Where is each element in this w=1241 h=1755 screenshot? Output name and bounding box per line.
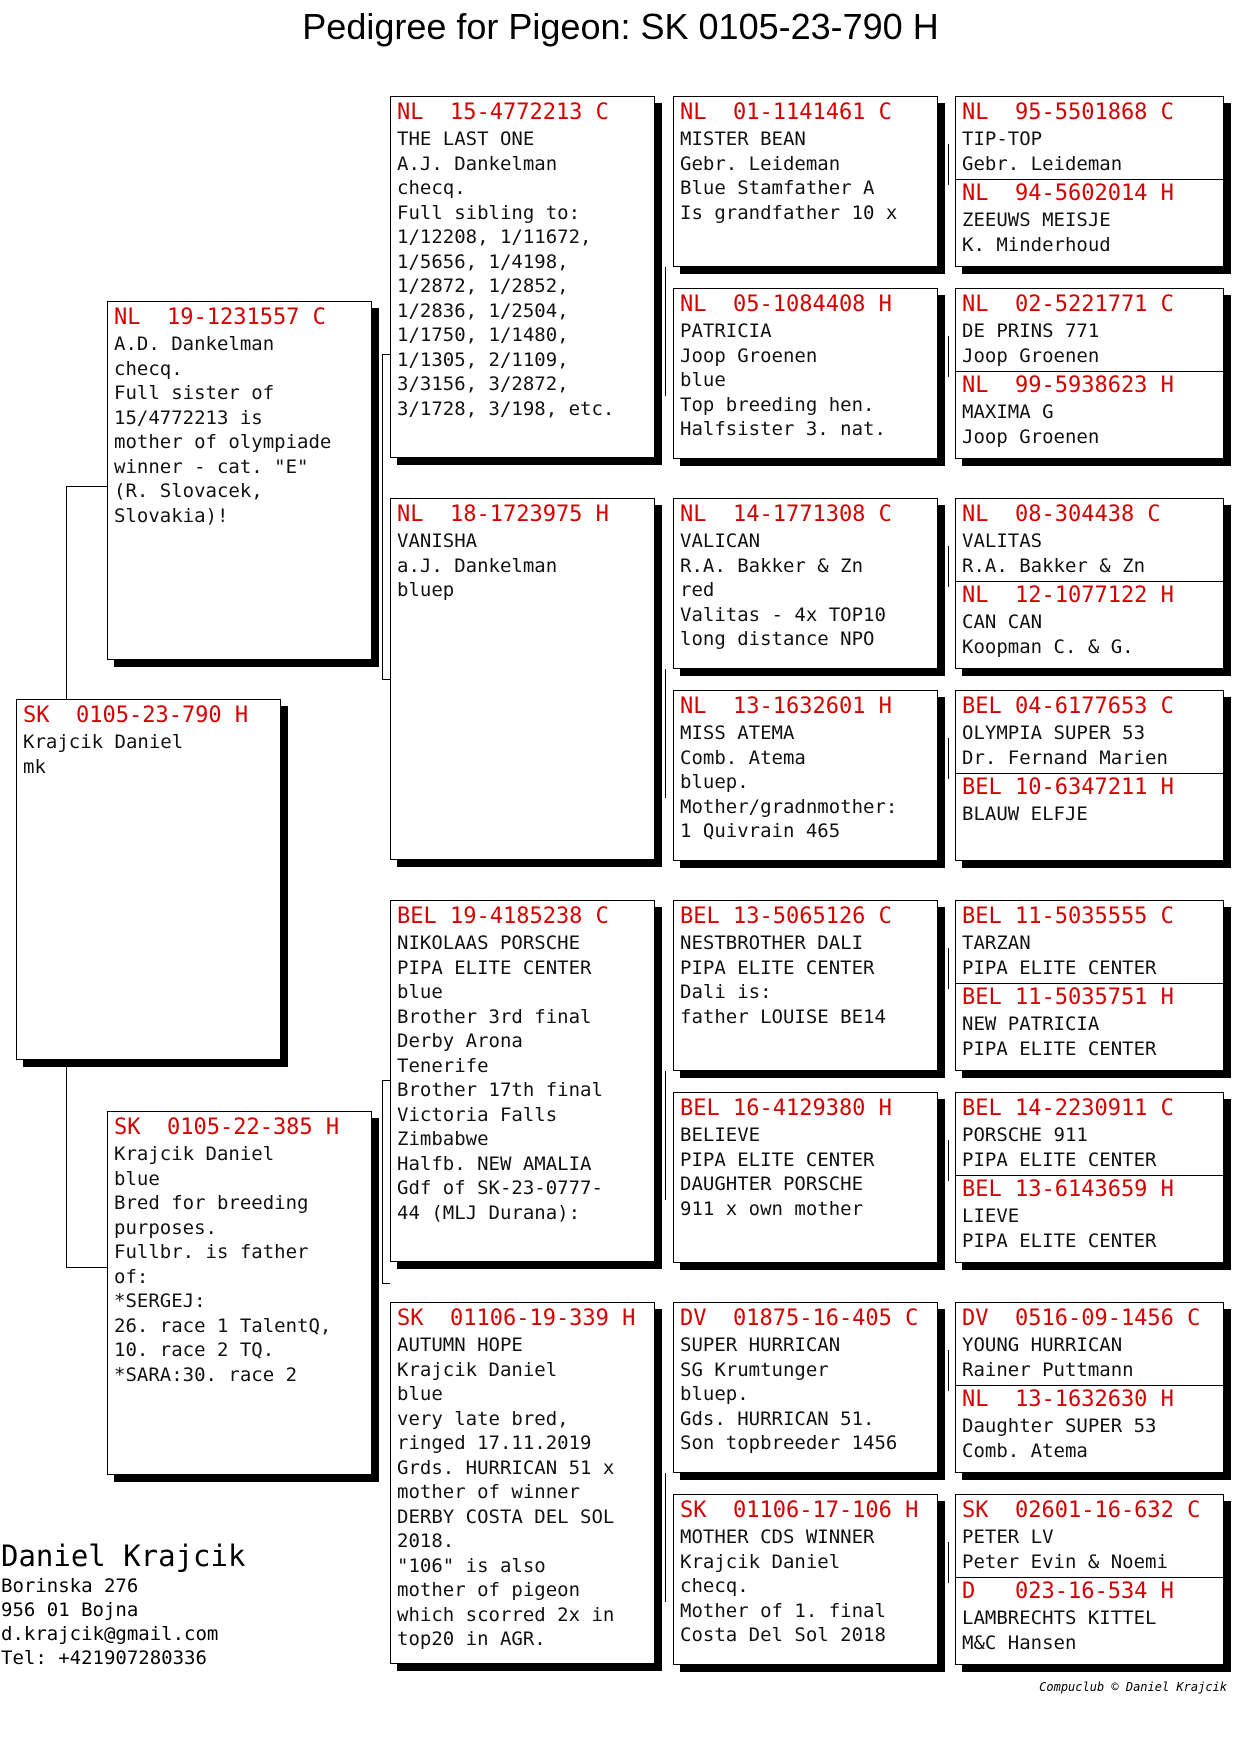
pigeon-detail-line: PIPA ELITE CENTER [680, 956, 875, 979]
ring-number: BEL 13-6143659 H [962, 1177, 1174, 1202]
ring-number: BEL 16-4129380 H [680, 1096, 892, 1121]
pigeon-detail-line: which scorred 2x in [397, 1603, 615, 1626]
ring-number: SK 0105-23-790 H [23, 703, 249, 728]
ancestor-pair-card [955, 498, 1224, 669]
connector-line [665, 1071, 666, 1200]
ring-number: SK 01106-19-339 H [397, 1306, 636, 1331]
connector-line [665, 267, 666, 396]
connector-line [665, 669, 666, 798]
pigeon-detail-line: Dr. Fernand Marien [962, 746, 1168, 769]
pigeon-detail-line: Tenerife [397, 1054, 489, 1077]
pigeon-detail-line: purposes. [114, 1216, 217, 1239]
pigeon-detail-line: DERBY COSTA DEL SOL [397, 1505, 615, 1528]
pigeon-detail-line: mother of winner [397, 1481, 581, 1503]
pigeon-detail-line: blue [680, 369, 726, 391]
subject-pigeon-card [16, 699, 281, 1060]
pigeon-detail-line: 1/12208, 1/11672, [397, 226, 592, 248]
connector-line [948, 738, 949, 779]
pigeon-detail-line: 1/1750, 1/1480, [397, 324, 569, 346]
pigeon-detail-line: Brother 17th final [397, 1079, 603, 1101]
ring-number: BEL 11-5035555 C [962, 904, 1174, 929]
owner-address-line: 956 01 Bojna [1, 1599, 139, 1621]
pigeon-detail-line: 911 x own mother [680, 1197, 864, 1220]
pigeon-detail-line: Is grandfather 10 x [680, 201, 898, 224]
great-grandparent-card [673, 288, 938, 459]
connector-line [948, 1140, 949, 1181]
pigeon-detail-line: PIPA ELITE CENTER [962, 1037, 1157, 1060]
pigeon-detail-line: Valitas - 4x TOP10 [680, 603, 886, 626]
pigeon-detail-line: Halfb. NEW AMALIA [397, 1152, 592, 1175]
pigeon-detail-line: Peter Evin & Noemi [962, 1550, 1168, 1573]
owner-phone: Tel: +421907280336 [1, 1647, 207, 1669]
pigeon-detail-line: Koopman C. & G. [962, 635, 1134, 658]
ring-number: DV 01875-16-405 C [680, 1306, 919, 1331]
pigeon-detail-line: Dali is: [680, 981, 772, 1003]
great-grandparent-card [673, 96, 938, 267]
ring-number: NL 13-1632601 H [680, 694, 892, 719]
pigeon-detail-line: A.J. Dankelman [397, 152, 558, 175]
pigeon-detail-line: very late bred, [397, 1407, 569, 1430]
pigeon-detail-line: BLAUW ELFJE [962, 803, 1088, 825]
pigeon-detail-line: 1/2836, 1/2504, [397, 299, 569, 322]
pigeon-detail-line: 44 (MLJ Durana): [397, 1201, 581, 1224]
pigeon-detail-line: 1/5656, 1/4198, [397, 250, 569, 273]
pigeon-detail-line: father LOUISE BE14 [680, 1005, 886, 1028]
pigeon-detail-line: (R. Slovacek, [114, 480, 263, 502]
pigeon-detail-line: Rainer Puttmann [962, 1358, 1134, 1381]
pigeon-detail-line: red [680, 579, 715, 601]
pigeon-detail-line: *SERGEJ: [114, 1290, 206, 1312]
connector-line [382, 1080, 390, 1081]
pigeon-detail-line: Fullbr. is father [114, 1241, 309, 1263]
ring-number: BEL 10-6347211 H [962, 775, 1174, 800]
pigeon-detail-line: PETER LV [962, 1526, 1054, 1548]
pigeon-detail-line: NEW PATRICIA [962, 1013, 1100, 1035]
pigeon-detail-line: M&C Hansen [962, 1631, 1077, 1654]
connector-line [948, 336, 949, 377]
ring-number: NL 05-1084408 H [680, 292, 892, 317]
ring-number: BEL 11-5035751 H [962, 985, 1174, 1010]
pigeon-detail-line: Comb. Atema [680, 746, 806, 769]
pigeon-detail-line: A.D. Dankelman [114, 333, 275, 355]
ring-number: BEL 19-4185238 C [397, 904, 609, 929]
ring-number: BEL 13-5065126 C [680, 904, 892, 929]
pigeon-detail-line: checq. [397, 177, 466, 199]
grandparent-card [390, 498, 655, 860]
grandparent-card [390, 96, 655, 458]
great-grandparent-card [673, 1494, 938, 1665]
connector-line [382, 354, 383, 679]
pigeon-detail-line: checq. [114, 357, 183, 380]
pigeon-detail-line: Derby Arona [397, 1030, 523, 1052]
pigeon-detail-line: Gebr. Leideman [680, 152, 841, 175]
pigeon-detail-line: top20 in AGR. [397, 1628, 546, 1650]
ring-number: NL 19-1231557 C [114, 305, 326, 330]
pigeon-detail-line: long distance NPO [680, 628, 875, 650]
box-divider [956, 1577, 1223, 1578]
pigeon-detail-line: PIPA ELITE CENTER [962, 956, 1157, 979]
connector-line [948, 546, 949, 587]
pigeon-detail-line: Joop Groenen [962, 425, 1100, 448]
pigeon-detail-line: mk [23, 755, 46, 778]
pigeon-detail-line: PIPA ELITE CENTER [680, 1148, 875, 1171]
pigeon-detail-line: DE PRINS 771 [962, 320, 1100, 342]
connector-line [948, 948, 949, 989]
box-divider [956, 1385, 1223, 1386]
pigeon-detail-line: NIKOLAAS PORSCHE [397, 932, 581, 954]
pigeon-detail-line: Gebr. Leideman [962, 152, 1123, 175]
pigeon-detail-line: MISTER BEAN [680, 128, 806, 150]
ring-number: NL 08-304438 C [962, 502, 1161, 527]
pigeon-detail-line: Daughter SUPER 53 [962, 1415, 1157, 1437]
owner-address-line: Borinska 276 [1, 1575, 139, 1597]
pigeon-detail-line: Krajcik Daniel [23, 731, 184, 753]
sire-card [107, 301, 372, 660]
pigeon-detail-line: Blue Stamfather A [680, 177, 875, 199]
pigeon-detail-line: DAUGHTER PORSCHE [680, 1173, 864, 1195]
pigeon-detail-line: Krajcik Daniel [114, 1143, 275, 1165]
pigeon-detail-line: Bred for breeding [114, 1192, 309, 1214]
box-divider [956, 581, 1223, 582]
pigeon-detail-line: VALICAN [680, 530, 761, 552]
great-grandparent-card [673, 1302, 938, 1473]
ring-number: NL 18-1723975 H [397, 502, 609, 527]
pigeon-detail-line: LAMBRECHTS KITTEL [962, 1607, 1157, 1629]
pigeon-detail-line: R.A. Bakker & Zn [680, 554, 864, 577]
great-grandparent-card [673, 900, 938, 1071]
pigeon-detail-line: Slovakia)! [114, 504, 229, 527]
ring-number: NL 95-5501868 C [962, 100, 1174, 125]
ring-number: NL 99-5938623 H [962, 373, 1174, 398]
ring-number: BEL 14-2230911 C [962, 1096, 1174, 1121]
pigeon-detail-line: Halfsister 3. nat. [680, 418, 886, 440]
pigeon-detail-line: R.A. Bakker & Zn [962, 554, 1146, 577]
pigeon-detail-line: ZEEUWS MEISJE [962, 209, 1111, 231]
grandparent-card [390, 1302, 655, 1664]
pigeon-detail-line: Mother of 1. final [680, 1599, 886, 1622]
pigeon-detail-line: BELIEVE [680, 1124, 761, 1146]
connector-line [66, 1267, 107, 1268]
owner-email: d.krajcik@gmail.com [1, 1623, 219, 1645]
ring-number: NL 01-1141461 C [680, 100, 892, 125]
ring-number: SK 02601-16-632 C [962, 1498, 1201, 1523]
pigeon-detail-line: TARZAN [962, 932, 1031, 954]
pigeon-detail-line: "106" is also [397, 1554, 546, 1577]
pigeon-detail-line: checq. [680, 1575, 749, 1597]
pigeon-detail-line: PIPA ELITE CENTER [962, 1229, 1157, 1252]
pigeon-detail-line: Gdf of SK-23-0777- [397, 1177, 603, 1199]
pigeon-detail-line: mother of olympiade [114, 431, 332, 453]
connector-line [66, 1060, 67, 1267]
pigeon-detail-line: blue [114, 1167, 160, 1190]
pigeon-detail-line: mother of pigeon [397, 1579, 581, 1601]
pigeon-detail-line: Costa Del Sol 2018 [680, 1624, 886, 1646]
box-divider [956, 773, 1223, 774]
ring-number: D 023-16-534 H [962, 1579, 1174, 1604]
connector-line [382, 1080, 383, 1283]
pigeon-detail-line: Brother 3rd final [397, 1005, 592, 1028]
ring-number: NL 13-1632630 H [962, 1387, 1174, 1412]
great-grandparent-card [673, 690, 938, 861]
ring-number: SK 01106-17-106 H [680, 1498, 919, 1523]
pigeon-detail-line: winner - cat. "E" [114, 455, 309, 478]
ring-number: NL 02-5221771 C [962, 292, 1174, 317]
owner-name: Daniel Krajcik [1, 1539, 246, 1573]
pigeon-detail-line: Comb. Atema [962, 1439, 1088, 1462]
pigeon-detail-line: VANISHA [397, 530, 478, 552]
ring-number: NL 94-5602014 H [962, 181, 1174, 206]
pigeon-detail-line: VALITAS [962, 530, 1043, 552]
ring-number: DV 0516-09-1456 C [962, 1306, 1201, 1331]
pigeon-detail-line: MISS ATEMA [680, 722, 795, 744]
pigeon-detail-line: Victoria Falls [397, 1103, 558, 1126]
pigeon-detail-line: bluep [397, 579, 455, 601]
pigeon-detail-line: bluep. [680, 1383, 749, 1405]
connector-line [948, 1542, 949, 1583]
pigeon-detail-line: 1/1305, 2/1109, [397, 348, 569, 371]
ring-number: BEL 04-6177653 C [962, 694, 1174, 719]
pigeon-detail-line: bluep. [680, 771, 749, 793]
pigeon-detail-line: 15/4772213 is [114, 406, 263, 429]
pigeon-detail-line: 26. race 1 TalentQ, [114, 1314, 332, 1337]
pigeon-detail-line: TIP-TOP [962, 128, 1043, 150]
connector-line [66, 486, 107, 487]
pigeon-detail-line: Grds. HURRICAN 51 x [397, 1456, 615, 1479]
pigeon-detail-line: 10. race 2 TQ. [114, 1339, 275, 1361]
pigeon-detail-line: THE LAST ONE [397, 128, 535, 150]
pigeon-detail-line: Gds. HURRICAN 51. [680, 1407, 875, 1430]
pigeon-detail-line: NESTBROTHER DALI [680, 932, 864, 954]
pigeon-detail-line: 1/2872, 1/2852, [397, 275, 569, 297]
connector-line [382, 354, 390, 355]
pigeon-detail-line: Full sister of [114, 382, 275, 404]
box-divider [956, 179, 1223, 180]
dam-card [107, 1111, 372, 1475]
ancestor-pair-card [955, 900, 1224, 1071]
connector-line [66, 486, 67, 699]
pigeon-detail-line: 3/1728, 3/198, etc. [397, 397, 615, 420]
connector-line [382, 1283, 390, 1284]
great-grandparent-card [673, 1092, 938, 1263]
connector-line [665, 1473, 666, 1602]
box-divider [956, 983, 1223, 984]
pigeon-detail-line: PORSCHE 911 [962, 1124, 1088, 1146]
pigeon-detail-line: Zimbabwe [397, 1128, 489, 1150]
pigeon-detail-line: Krajcik Daniel [680, 1550, 841, 1573]
pigeon-detail-line: Joop Groenen [680, 344, 818, 367]
pigeon-detail-line: SUPER HURRICAN [680, 1334, 841, 1356]
pigeon-detail-line: Joop Groenen [962, 344, 1100, 367]
grandparent-card [390, 900, 655, 1262]
pigeon-detail-line: of: [114, 1265, 149, 1288]
pigeon-detail-line: *SARA:30. race 2 [114, 1363, 298, 1386]
footer-credit: Compuclub © Daniel Krajcik [1039, 1680, 1227, 1694]
pigeon-detail-line: PATRICIA [680, 320, 772, 342]
pigeon-detail-line: blue [397, 1383, 443, 1405]
pigeon-detail-line: Son topbreeder 1456 [680, 1432, 898, 1454]
box-divider [956, 1175, 1223, 1176]
ancestor-pair-card [955, 1302, 1224, 1473]
ancestor-pair-card [955, 96, 1224, 267]
connector-line [382, 679, 390, 680]
pigeon-detail-line: YOUNG HURRICAN [962, 1334, 1123, 1356]
page-title: Pedigree for Pigeon: SK 0105-23-790 H [302, 6, 939, 47]
pigeon-detail-line: a.J. Dankelman [397, 554, 558, 577]
ancestor-pair-card [955, 288, 1224, 459]
pigeon-detail-line: Krajcik Daniel [397, 1358, 558, 1381]
ring-number: NL 14-1771308 C [680, 502, 892, 527]
pigeon-detail-line: Full sibling to: [397, 201, 581, 224]
ancestor-pair-card [955, 1092, 1224, 1263]
ring-number: NL 12-1077122 H [962, 583, 1174, 608]
pigeon-detail-line: 1 Quivrain 465 [680, 820, 841, 842]
ancestor-pair-card [955, 1494, 1224, 1665]
pigeon-detail-line: ringed 17.11.2019 [397, 1432, 592, 1454]
ring-number: NL 15-4772213 C [397, 100, 609, 125]
connector-line [948, 144, 949, 185]
ancestor-pair-card [955, 690, 1224, 861]
owner-contact [1, 1538, 245, 1670]
pigeon-detail-line: SG Krumtunger [680, 1358, 829, 1381]
pigeon-detail-line: AUTUMN HOPE [397, 1334, 523, 1356]
pigeon-detail-line: OLYMPIA SUPER 53 [962, 722, 1146, 744]
connector-line [948, 1350, 949, 1391]
pigeon-detail-line: 2018. [397, 1530, 455, 1552]
pigeon-detail-line: Mother/gradnmother: [680, 795, 898, 818]
pigeon-detail-line: Top breeding hen. [680, 393, 875, 416]
pigeon-detail-line: LIEVE [962, 1205, 1020, 1227]
pigeon-detail-line: K. Minderhoud [962, 233, 1111, 256]
great-grandparent-card [673, 498, 938, 669]
pigeon-detail-line: 3/3156, 3/2872, [397, 373, 569, 395]
ring-number: SK 0105-22-385 H [114, 1115, 340, 1140]
pigeon-detail-line: PIPA ELITE CENTER [962, 1148, 1157, 1171]
pigeon-detail-line: CAN CAN [962, 611, 1043, 633]
pigeon-detail-line: PIPA ELITE CENTER [397, 956, 592, 979]
box-divider [956, 371, 1223, 372]
pigeon-detail-line: MOTHER CDS WINNER [680, 1526, 875, 1548]
pigeon-detail-line: MAXIMA G [962, 401, 1054, 423]
pigeon-detail-line: blue [397, 981, 443, 1003]
